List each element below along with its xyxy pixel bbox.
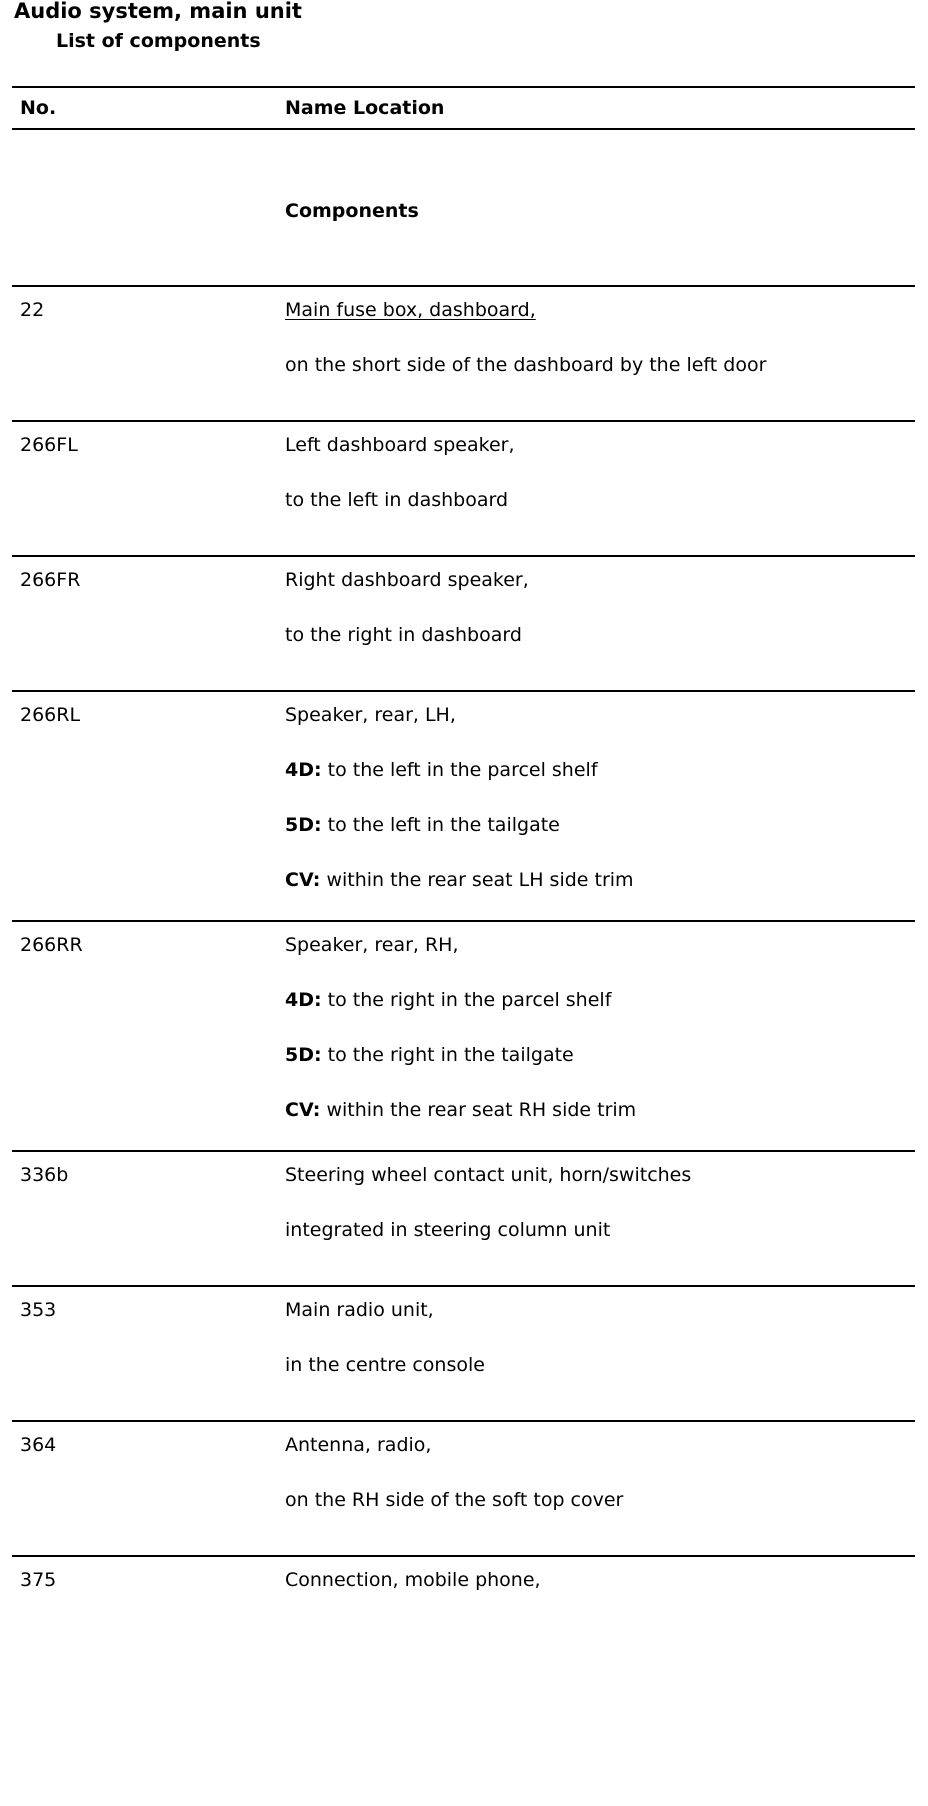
description-text: Speaker, rear, RH, [285,934,459,956]
component-description [285,1569,541,1624]
component-name[interactable] [285,299,766,354]
description-text: to the left in the tailgate [321,814,560,836]
description-text: integrated in steering column unit [285,1219,611,1241]
column-header-name-location: Name Location [285,97,445,119]
component-name [285,434,515,489]
component-location [285,1354,485,1409]
table-row [12,557,915,692]
component-description [285,1434,623,1544]
component-location [285,489,515,544]
variant-tag: 5D: [285,814,322,836]
section-heading: Components [285,200,419,222]
document-subtitle: List of components [56,30,261,52]
description-text: to the left in the parcel shelf [321,759,598,781]
component-name [285,704,634,759]
component-name [285,569,529,624]
description-text: on the RH side of the soft top cover [285,1489,624,1511]
component-location [285,1044,636,1099]
description-text: to the right in the parcel shelf [321,989,612,1011]
component-location [285,759,634,814]
description-text: Steering wheel contact unit, horn/switches [285,1164,692,1186]
section-row [12,130,915,287]
component-location [285,624,529,679]
table-row [12,922,915,1152]
variant-tag: 5D: [285,1044,322,1066]
table-header [12,86,915,130]
description-text: on the short side of the dashboard by the left door [285,354,767,376]
component-number: 266FR [20,569,81,591]
table-row [12,1557,915,1617]
description-text: Main radio unit, [285,1299,434,1321]
variant-tag: 4D: [285,989,322,1011]
description-text: to the right in the tailgate [321,1044,574,1066]
table-row [12,1287,915,1422]
component-location [285,989,636,1044]
column-header-no: No. [20,97,57,119]
document-title: Audio system, main unit [14,0,302,23]
components-table [12,86,915,1617]
description-text: in the centre console [285,1354,485,1376]
component-description [285,434,515,544]
component-name [285,1569,541,1624]
table-body [12,287,915,1617]
component-name [285,1299,485,1354]
component-number: 22 [20,299,45,321]
component-name [285,934,636,989]
component-name [285,1434,623,1489]
table-row [12,692,915,922]
component-description [285,704,634,924]
component-location [285,1489,623,1544]
component-location [285,1219,691,1274]
component-number: 266FL [20,434,78,456]
description-text: to the left in dashboard [285,489,509,511]
table-row [12,1152,915,1287]
component-description [285,1299,485,1409]
component-description [285,934,636,1154]
variant-tag: CV: [285,869,321,891]
variant-tag: 4D: [285,759,322,781]
component-number: 375 [20,1569,57,1591]
variant-tag: CV: [285,1099,321,1121]
component-location [285,814,634,869]
description-text: Main fuse box, dashboard, [285,299,536,321]
component-number: 266RR [20,934,83,956]
component-number: 364 [20,1434,57,1456]
component-location [285,354,766,409]
component-location [285,869,634,924]
description-text: Left dashboard speaker, [285,434,515,456]
component-number: 266RL [20,704,81,726]
component-description [285,1164,691,1274]
table-row [12,1422,915,1557]
component-location [285,1099,636,1154]
component-description [285,299,766,409]
description-text: Antenna, radio, [285,1434,432,1456]
component-description [285,569,529,679]
description-text: to the right in dashboard [285,624,522,646]
description-text: within the rear seat LH side trim [320,869,634,891]
table-row [12,422,915,557]
description-text: Connection, mobile phone, [285,1569,541,1591]
component-name [285,1164,691,1219]
component-number: 353 [20,1299,57,1321]
component-number: 336b [20,1164,69,1186]
description-text: within the rear seat RH side trim [320,1099,637,1121]
description-text: Speaker, rear, LH, [285,704,456,726]
description-text: Right dashboard speaker, [285,569,529,591]
table-row [12,287,915,422]
